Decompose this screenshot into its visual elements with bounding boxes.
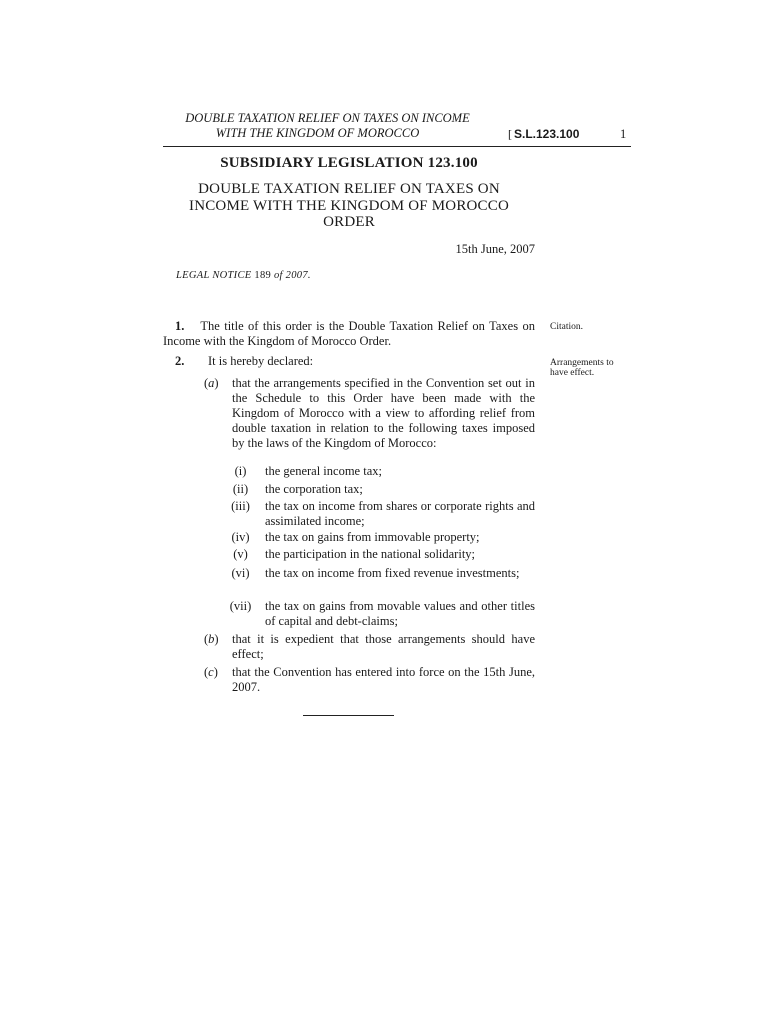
item-text-iii: the tax on income from shares or corporate rights and assimilated income;: [265, 499, 535, 528]
running-header-reference: [508, 127, 579, 142]
header-rule: [163, 146, 631, 147]
page-number: 1: [620, 127, 627, 141]
margin-note-citation: Citation.: [550, 322, 583, 332]
end-rule: [303, 715, 394, 716]
running-header-line-1: DOUBLE TAXATION RELIEF ON TAXES ON INCOME: [185, 111, 470, 125]
item-text-vi: the tax on income from fixed revenue investments;: [265, 566, 520, 580]
clause-b-label: (b): [204, 632, 219, 646]
clause-a-text: that the arrangements specified in the Convention set out in the Schedule to this Order have been made with the Kingdom of Morocco with a view to affording relief from double taxation in relation to the following taxes imposed by the laws of the Kingdom of Morocco:: [232, 376, 535, 450]
item-label-iii: (iii): [231, 499, 250, 513]
item-text-iv: the tax on gains from immovable property;: [265, 530, 480, 544]
item-text-vii: the tax on gains from movable values and other titles of capital and debt-claims;: [265, 599, 535, 628]
legal-notice: [176, 270, 311, 281]
item-label-ii: (ii): [232, 482, 249, 496]
clause-c-label: (c): [204, 665, 218, 679]
order-title: [163, 181, 535, 231]
item-label-i: (i): [234, 464, 247, 478]
order-title-line-3: ORDER: [323, 214, 375, 230]
item-label-v: (v): [233, 547, 248, 561]
clause-a-label: (a): [204, 376, 219, 390]
section-2-number: 2.: [175, 354, 185, 368]
item-label-iv: (iv): [231, 530, 250, 544]
section-1: [163, 319, 535, 349]
item-text-v: the participation in the national solidarity;: [265, 547, 476, 561]
item-text-i: the general income tax;: [265, 464, 382, 478]
legal-notice-suffix: of 2007.: [271, 270, 311, 281]
legal-notice-prefix: LEGAL NOTICE: [176, 270, 255, 281]
running-header-line-2: WITH THE KINGDOM OF MOROCCO: [215, 126, 420, 140]
order-title-line-2: INCOME WITH THE KINGDOM OF MOROCCO: [189, 197, 509, 214]
reference-bracket: [: [508, 127, 512, 141]
section-2-text: It is hereby declared:: [208, 354, 314, 368]
order-title-line-1: DOUBLE TAXATION RELIEF ON TAXES ON: [198, 181, 500, 197]
reference-number: S.L.123.100: [514, 127, 580, 141]
section-1-number: 1.: [175, 319, 185, 333]
clause-b-text: that it is expedient that those arrangements should have effect;: [232, 632, 535, 661]
item-label-vii: (vii): [229, 599, 252, 613]
order-date: 15th June, 2007: [455, 242, 535, 256]
section-1-text: The title of this order is the Double Taxation Relief on Taxes on Income with the Kingdom of Morocco Order.: [163, 319, 535, 348]
item-label-vi: (vi): [231, 566, 250, 580]
item-text-ii: the corporation tax;: [265, 482, 363, 496]
subsidiary-legislation-heading: SUBSIDIARY LEGISLATION 123.100: [220, 155, 478, 171]
legal-notice-number: 189: [254, 270, 272, 281]
margin-note-arrangements: Arrangements to have effect.: [550, 358, 614, 378]
running-header-title: [150, 111, 505, 141]
clause-c-text: that the Convention has entered into force on the 15th June, 2007.: [232, 665, 535, 694]
